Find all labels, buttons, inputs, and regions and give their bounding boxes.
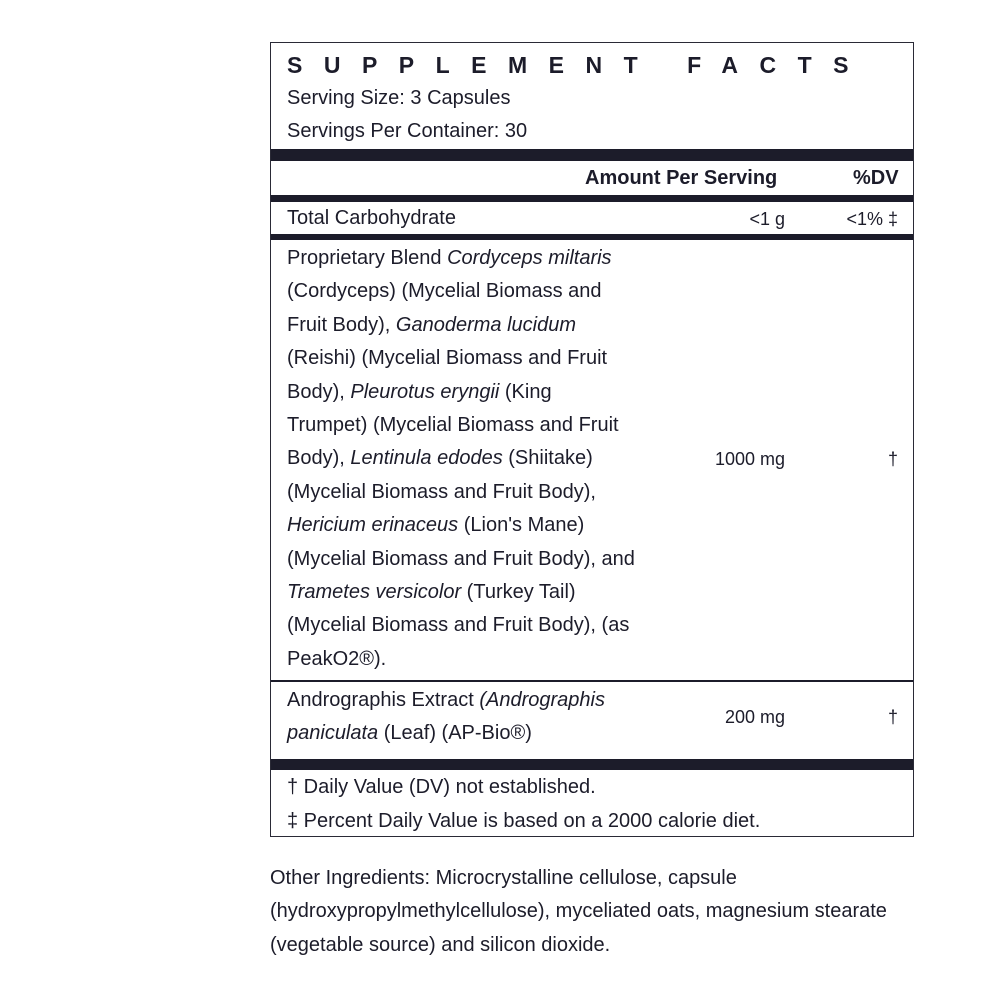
row-name-andrographis xyxy=(287,684,605,751)
footnote-double-dagger: ‡ Percent Daily Value is based on a 2000 calorie diet. xyxy=(287,810,761,832)
name-line: Andrographis Extract (Andrographis xyxy=(287,689,605,711)
row-name-proprietary-blend xyxy=(287,242,635,676)
name-line: (Mycelial Biomass and Fruit Body), and xyxy=(287,547,635,570)
row-dv-total-carbohydrate: <1% ‡ xyxy=(846,209,898,229)
name-line: (Reishi) (Mycelial Biomass and Fruit xyxy=(287,347,608,370)
supplement-facts-panel xyxy=(270,42,914,837)
thin-divider xyxy=(271,680,913,682)
footnote-dagger: † Daily Value (DV) not established. xyxy=(287,776,596,798)
name-line: Proprietary Blend Cordyceps miltaris xyxy=(287,247,612,269)
name-line: (Mycelial Biomass and Fruit Body), xyxy=(287,480,596,503)
name-line: PeakO2®). xyxy=(287,647,387,670)
row-dv-andrographis: † xyxy=(887,707,898,727)
name-line: Fruit Body), Ganoderma lucidum xyxy=(287,313,577,336)
panel-title: SUPPLEMENT FACTS xyxy=(287,52,870,78)
row-dv-proprietary-blend: † xyxy=(887,449,898,469)
servings-per-container: Servings Per Container: 30 xyxy=(287,120,528,142)
name-line: Body), Pleurotus eryngii (King xyxy=(287,380,552,403)
name-line: (Mycelial Biomass and Fruit Body), (as xyxy=(287,614,630,637)
header-amount: Amount Per Serving xyxy=(585,167,778,189)
name-line: Trametes versicolor (Turkey Tail) xyxy=(287,581,576,604)
serving-size: Serving Size: 3 Capsules xyxy=(287,87,511,109)
name-line: paniculata (Leaf) (AP-Bio®) xyxy=(287,722,532,745)
medium-divider xyxy=(271,234,913,240)
medium-divider xyxy=(271,195,913,202)
row-amount-andrographis: 200 mg xyxy=(724,707,785,727)
name-line: Trumpet) (Mycelial Biomass and Fruit xyxy=(287,414,619,437)
row-amount-total-carbohydrate: <1 g xyxy=(749,209,785,229)
other-ingredients: Other Ingredients: Microcrystalline cellulose, capsule (hydroxypropylmethylcellulose), myceliated oats, magnesium stearate (vegetable source) and silicon dioxide. xyxy=(270,867,887,956)
thick-divider xyxy=(271,149,913,161)
header-dv: %DV xyxy=(853,167,899,189)
thick-divider xyxy=(271,759,913,770)
name-line: Hericium erinaceus (Lion's Mane) xyxy=(287,514,585,537)
row-amount-proprietary-blend: 1000 mg xyxy=(714,449,785,469)
name-line: (Cordyceps) (Mycelial Biomass and xyxy=(287,280,602,303)
row-name-total-carbohydrate: Total Carbohydrate xyxy=(287,207,456,229)
name-line: Body), Lentinula edodes (Shiitake) xyxy=(287,447,593,470)
